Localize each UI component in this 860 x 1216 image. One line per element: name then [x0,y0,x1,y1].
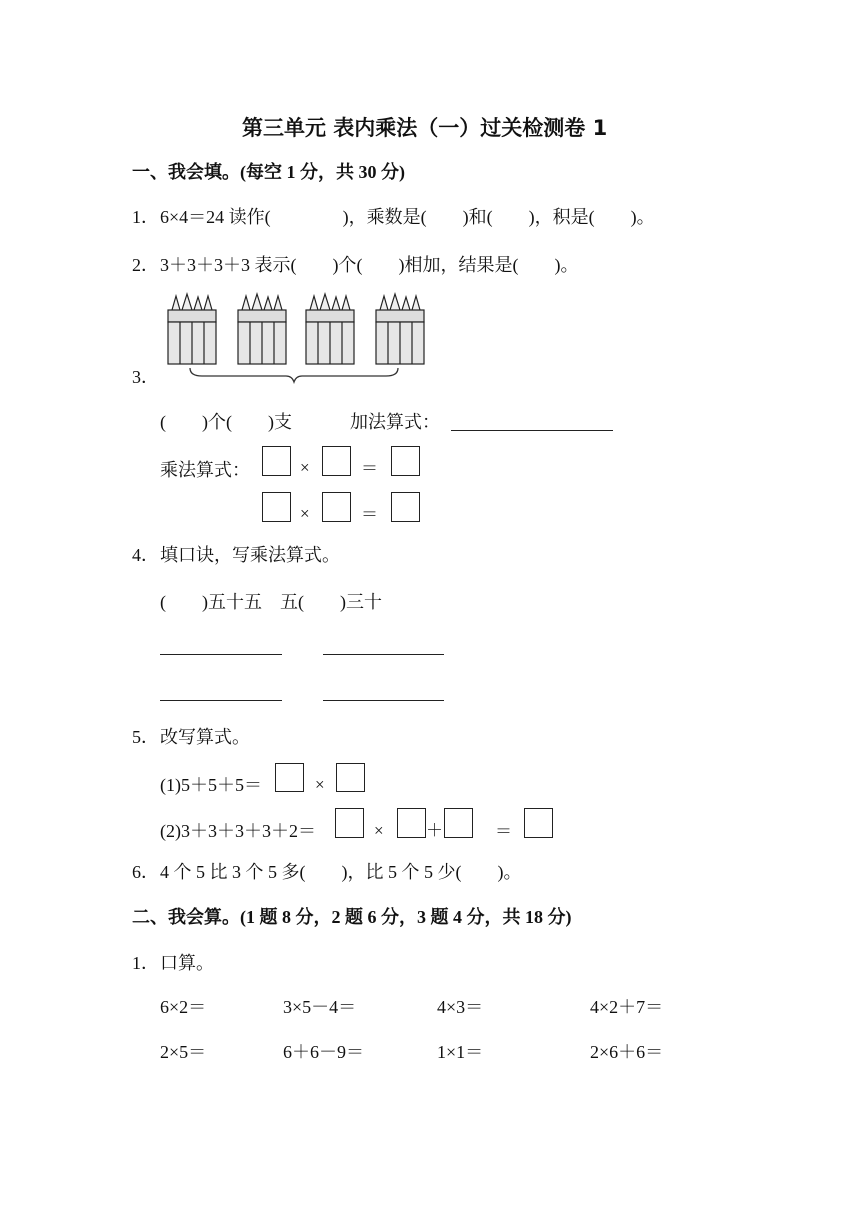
q5-item2-equals: ＝ [495,822,512,841]
q3-multiplication-label: 乘法算式： [160,460,250,480]
q5-number: 5． [132,727,159,747]
q3-row2-box-2[interactable] [322,492,351,522]
oral-calc-r1-c3: 4×3＝ [437,997,484,1017]
q6-number: 6． [132,862,159,882]
q5-item2-times: × [374,821,384,840]
q5-item1: (1)5＋5＋5＝ [160,775,262,795]
q3-row2-box-1[interactable] [262,492,291,522]
q3-row2-equals: ＝ [361,505,378,524]
q3-row2-box-3[interactable] [391,492,420,522]
q3-addition-answer-line[interactable] [451,430,613,431]
pencil-boxes-illustration [162,288,432,384]
q4-answer-line-3[interactable] [160,700,282,701]
pencil-box-4 [376,294,424,364]
q4-number: 4． [132,545,159,565]
q4-answer-line-1[interactable] [160,654,282,655]
s2-q1-text: 口算。 [160,953,214,973]
q5-item1-box-1[interactable] [275,763,304,792]
oral-calc-r1-c4: 4×2＋7＝ [590,997,664,1017]
q3-row1-equals: ＝ [361,459,378,478]
q5-item2-box-3[interactable] [444,808,473,838]
q1-text: 6×4＝24 读作( )，乘数是( )和( )，积是( )。 [160,207,655,227]
page-title: 第三单元 表内乘法（一）过关检测卷 1 [242,116,608,140]
oral-calc-r1-c2: 3×5－4＝ [283,997,357,1017]
q5-item2-plus: ＋ [426,821,443,840]
q3-addition-label: 加法算式： [350,412,440,432]
q5-item1-box-2[interactable] [336,763,365,792]
q3-row2-times: × [300,504,310,523]
q5-item2-box-2[interactable] [397,808,426,838]
q2-text: 3＋3＋3＋3 表示( )个( )相加，结果是( )。 [160,255,579,275]
q4-answer-line-2[interactable] [323,654,444,655]
q4-answer-line-4[interactable] [323,700,444,701]
q5-text: 改写算式。 [160,727,250,747]
q3-number: 3． [132,367,159,387]
q3-row1-box-2[interactable] [322,446,351,476]
oral-calc-r1-c1: 6×2＝ [160,997,207,1017]
q4-rhymes: ( )五十五 五( )三十 [160,592,382,612]
pencil-box-1 [168,294,216,364]
section-2-heading: 二、我会算。(1 题 8 分，2 题 6 分，3 题 4 分，共 18 分) [132,907,572,927]
pencil-box-2 [238,294,286,364]
q6-text: 4 个 5 比 3 个 5 多( )，比 5 个 5 少( )。 [160,862,522,882]
oral-calc-r2-c4: 2×6＋6＝ [590,1042,664,1062]
q1-number: 1． [132,207,159,227]
curly-brace [190,368,398,382]
q2-number: 2． [132,255,159,275]
oral-calc-r2-c1: 2×5＝ [160,1042,207,1062]
section-1-heading: 一、我会填。(每空 1 分，共 30 分) [132,162,405,182]
oral-calc-r2-c3: 1×1＝ [437,1042,484,1062]
oral-calc-r2-c2: 6＋6－9＝ [283,1042,364,1062]
q4-text: 填口诀，写乘法算式。 [160,545,340,565]
q3-row1-box-1[interactable] [262,446,291,476]
q3-row1-times: × [300,458,310,477]
q3-row1-box-3[interactable] [391,446,420,476]
q5-item2-box-1[interactable] [335,808,364,838]
q5-item1-times: × [315,775,325,794]
s2-q1-number: 1． [132,953,159,973]
q5-item2-box-4[interactable] [524,808,553,838]
q3-count-text: ( )个( )支 [160,412,292,432]
q5-item2: (2)3＋3＋3＋3＋2＝ [160,821,316,841]
pencil-box-3 [306,294,354,364]
